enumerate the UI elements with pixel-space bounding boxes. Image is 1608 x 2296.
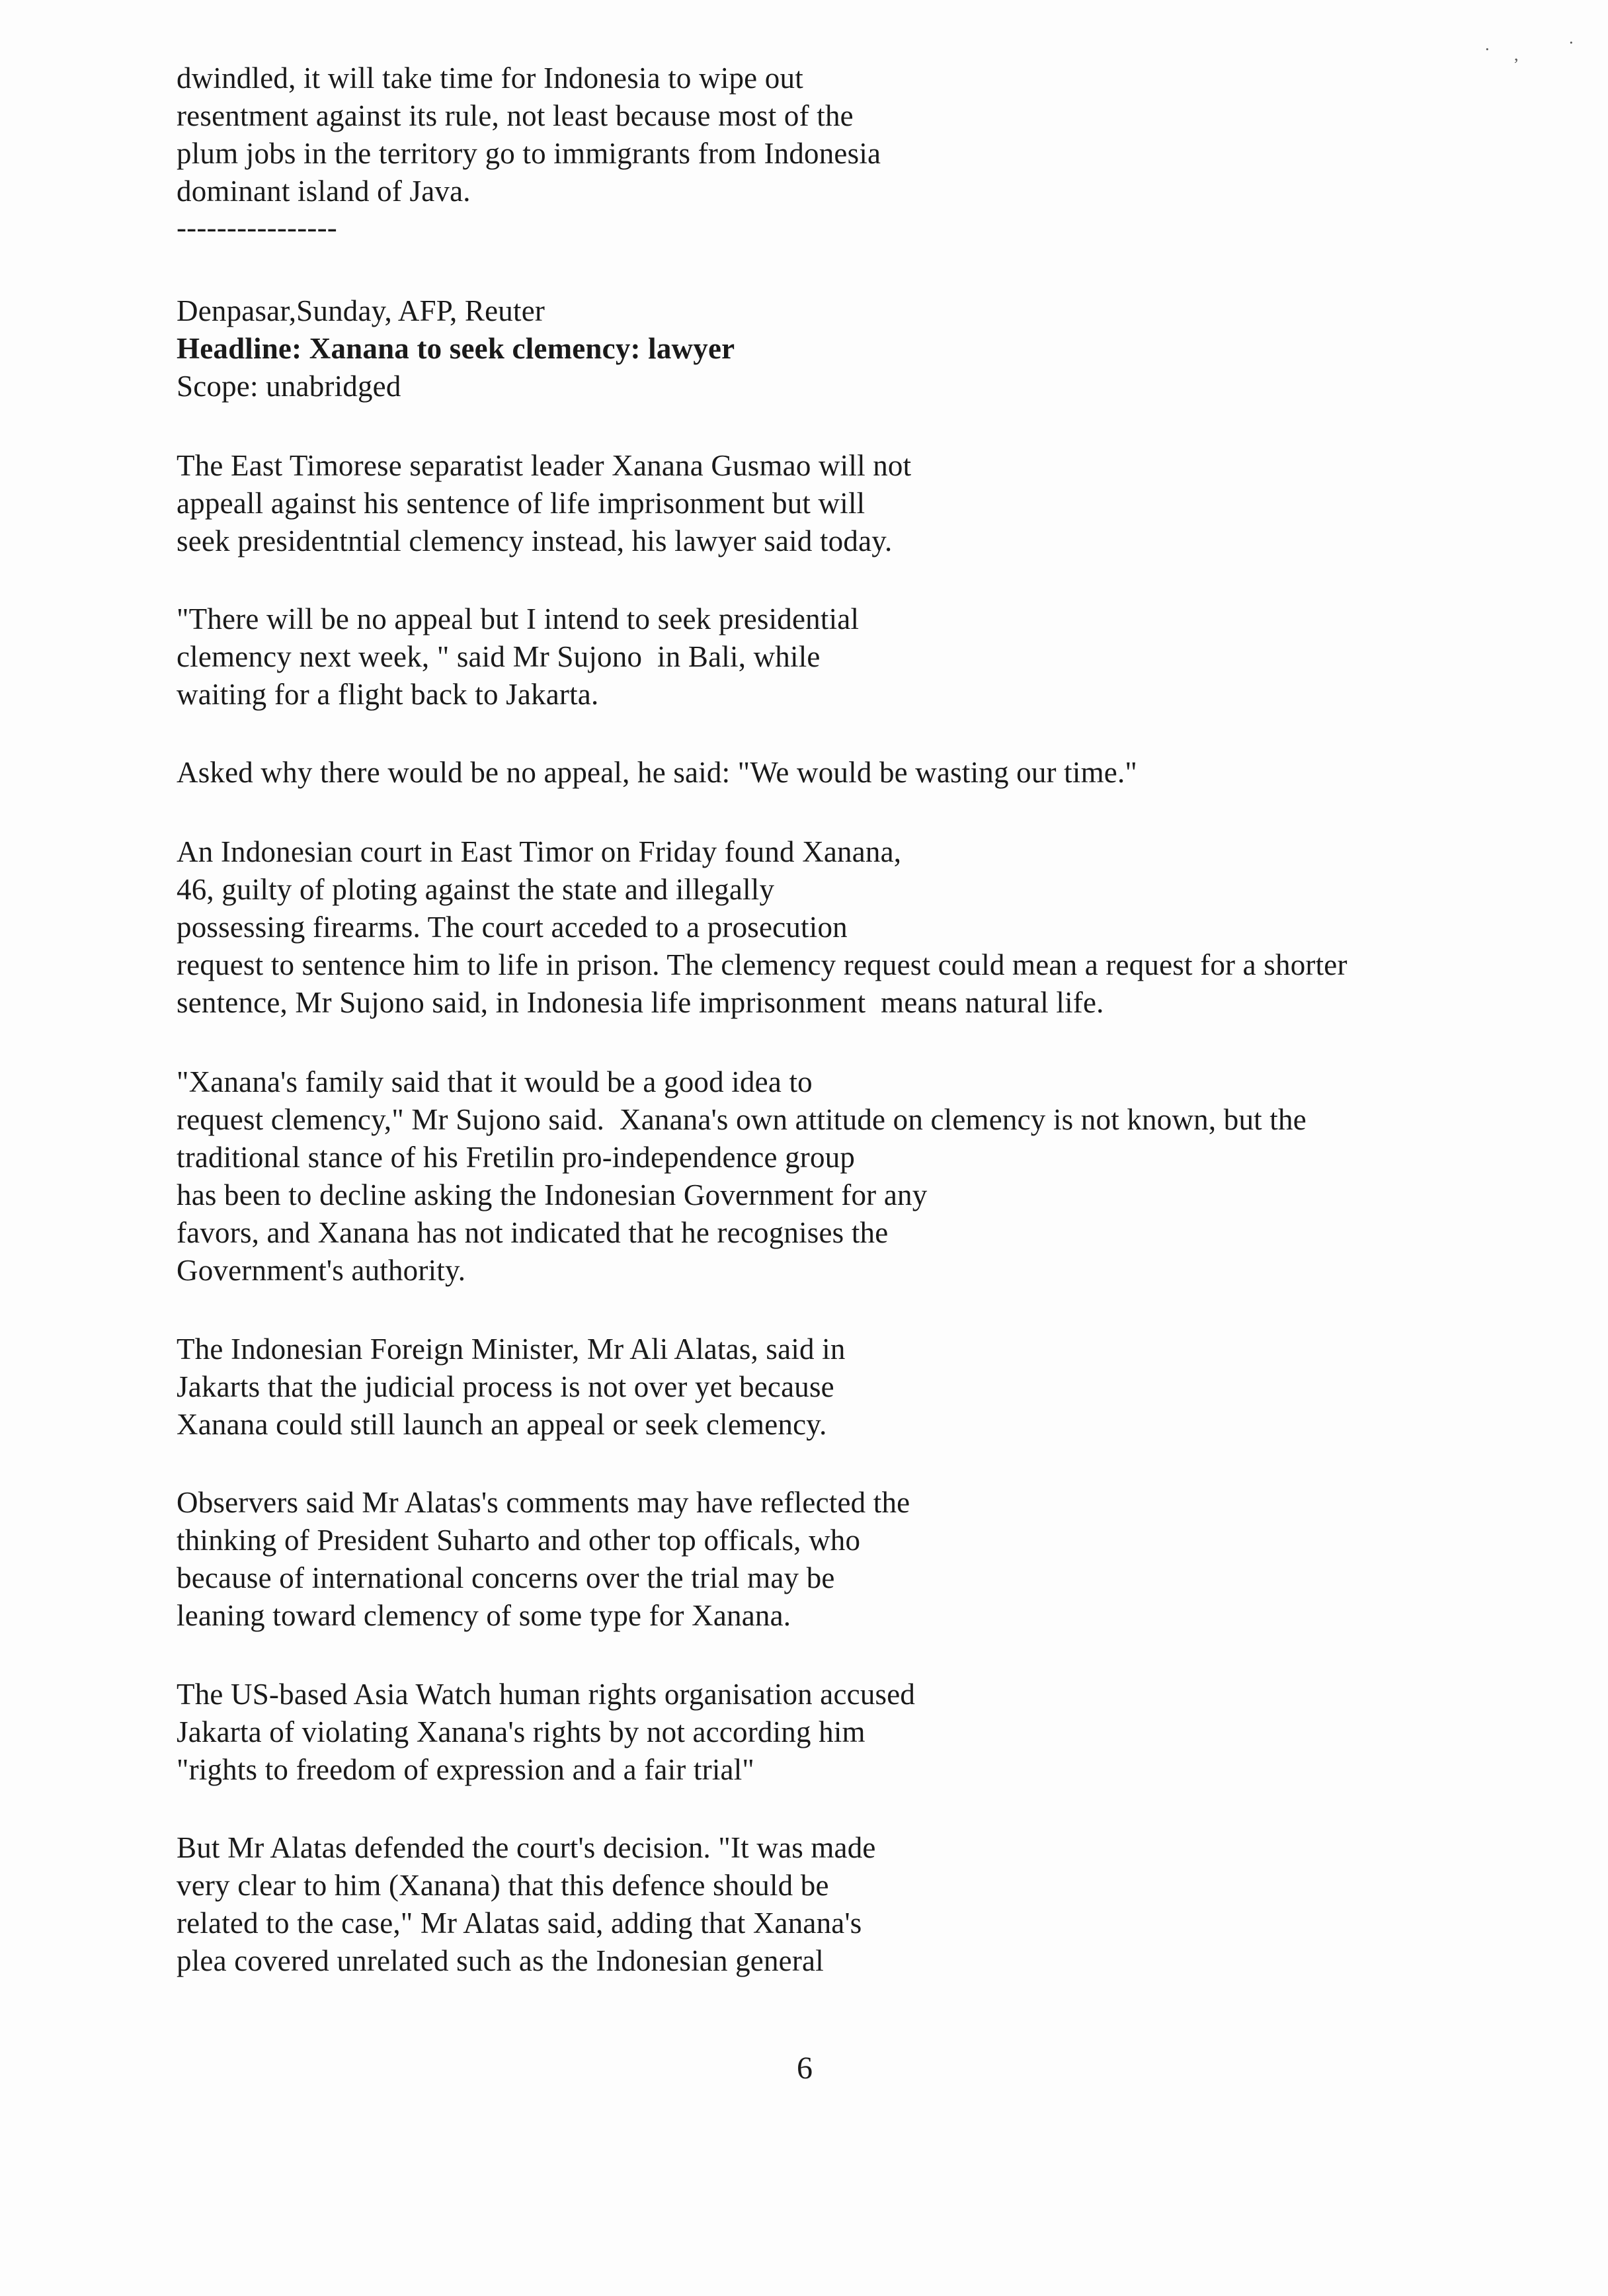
body-line: favors, and Xanana has not indicated that he recognises the: [177, 1216, 889, 1249]
body-line: The East Timorese separatist leader Xanana Gusmao will not: [177, 449, 912, 482]
body-line: sentence, Mr Sujono said, in Indonesia life imprisonment means natural life.: [177, 986, 1104, 1019]
page-number: 6: [797, 2051, 813, 2086]
body-line: appeall against his sentence of life imprisonment but will: [177, 487, 865, 520]
body-line: But Mr Alatas defended the court's decision. "It was made: [177, 1831, 876, 1864]
intro-line: dwindled, it will take time for Indonesia to wipe out: [177, 62, 803, 95]
body-line: because of international concerns over the trial may be: [177, 1561, 835, 1594]
body-line: seek presidentntial clemency instead, his lawyer said today.: [177, 524, 893, 557]
body-line: The US-based Asia Watch human rights organisation accused: [177, 1678, 916, 1711]
body-line: very clear to him (Xanana) that this defence should be: [177, 1869, 829, 1902]
body-line: request clemency," Mr Sujono said. Xanana's own attitude on clemency is not known, but the: [177, 1103, 1306, 1136]
scan-speck: ·: [1484, 40, 1490, 59]
body-line: thinking of President Suharto and other top officals, who: [177, 1524, 861, 1557]
body-line: possessing firearms. The court acceded to a prosecution: [177, 911, 848, 944]
body-line: 46, guilty of ploting against the state and illegally: [177, 873, 775, 906]
intro-line: resentment against its rule, not least because most of the: [177, 99, 854, 132]
scan-speck: ·: [1568, 33, 1574, 52]
headline: Headline: Xanana to seek clemency: lawyer: [177, 332, 735, 365]
body-line: Jakarta of violating Xanana's rights by not according him: [177, 1715, 865, 1748]
dateline: Denpasar,Sunday, AFP, Reuter: [177, 294, 545, 327]
body-line: Xanana could still launch an appeal or seek clemency.: [177, 1408, 827, 1441]
body-line: Asked why there would be no appeal, he said: "We would be wasting our time.": [177, 756, 1137, 789]
separator: ----------------: [177, 211, 337, 244]
body-line: Government's authority.: [177, 1254, 466, 1287]
scope: Scope: unabridged: [177, 370, 401, 403]
body-line: plea covered unrelated such as the Indonesian general: [177, 1944, 824, 1977]
body-line: request to sentence him to life in prison. The clemency request could mean a request for a shorter: [177, 948, 1347, 981]
body-line: "rights to freedom of expression and a fair trial": [177, 1753, 754, 1786]
body-line: leaning toward clemency of some type for Xanana.: [177, 1599, 791, 1632]
body-line: Observers said Mr Alatas's comments may have reflected the: [177, 1486, 910, 1519]
body-line: An Indonesian court in East Timor on Friday found Xanana,: [177, 835, 902, 868]
body-line: "There will be no appeal but I intend to seek presidential: [177, 602, 860, 636]
body-line: The Indonesian Foreign Minister, Mr Ali Alatas, said in: [177, 1332, 846, 1366]
body-line: "Xanana's family said that it would be a good idea to: [177, 1065, 813, 1098]
body-line: related to the case," Mr Alatas said, adding that Xanana's: [177, 1906, 862, 1940]
scan-speck: ,: [1514, 45, 1519, 64]
body-line: Jakarts that the judicial process is not over yet because: [177, 1370, 834, 1403]
body-line: has been to decline asking the Indonesian Government for any: [177, 1178, 928, 1211]
body-line: clemency next week, " said Mr Sujono in Bali, while: [177, 640, 821, 673]
intro-line: dominant island of Java.: [177, 175, 471, 208]
intro-line: plum jobs in the territory go to immigrants from Indonesia: [177, 137, 881, 170]
body-line: waiting for a flight back to Jakarta.: [177, 678, 599, 711]
body-line: traditional stance of his Fretilin pro-independence group: [177, 1141, 856, 1174]
